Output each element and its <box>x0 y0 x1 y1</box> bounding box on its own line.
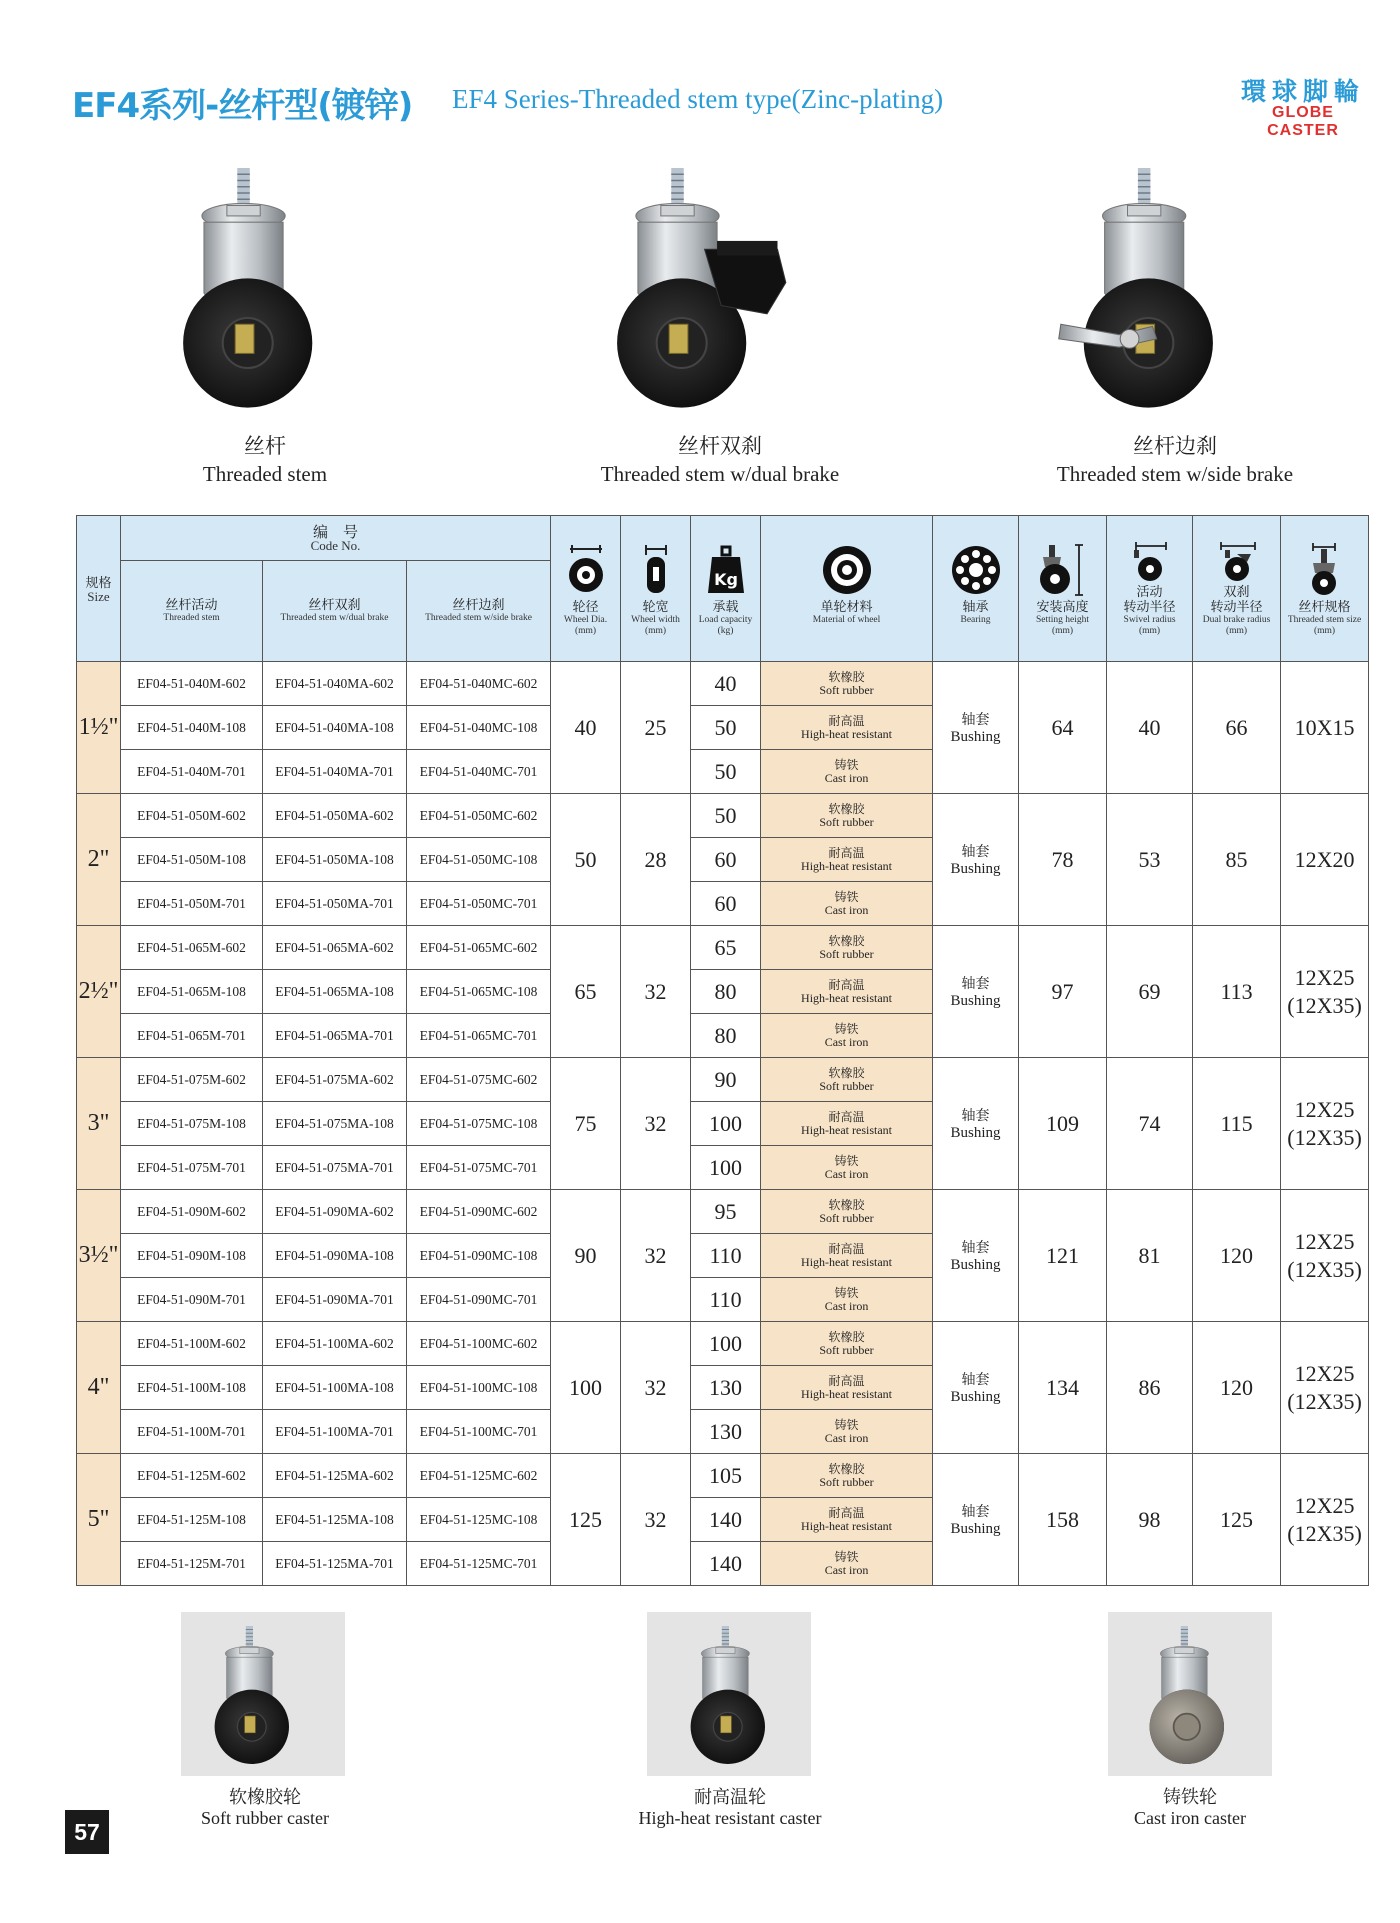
threaded-code-header: 丝杆活动 Threaded stem <box>121 561 263 662</box>
wheel-dia-cell: 100 <box>551 1322 621 1454</box>
wheel-width-cell: 32 <box>621 926 691 1058</box>
wheel-dia-cell: 90 <box>551 1190 621 1322</box>
code-dual-brake: EF04-51-100MA-701 <box>263 1410 407 1454</box>
wheel-width-header: 轮宽 Wheel width (mm) <box>621 516 691 662</box>
swivel-radius-cell: 69 <box>1107 926 1193 1058</box>
caster-dual-brake-image <box>610 168 820 418</box>
bottom-caption-cn: 铸铁轮 <box>1163 1787 1217 1808</box>
caster-threaded-stem-image <box>180 168 330 418</box>
bearing-cell: 轴套 Bushing <box>933 794 1019 926</box>
product-caption-cn: 丝杆双刹 <box>678 434 762 458</box>
code-threaded: EF04-51-075M-602 <box>121 1058 263 1102</box>
stem-size-cell: 12X20 <box>1281 794 1369 926</box>
bottom-caption-cn: 软橡胶轮 <box>229 1787 301 1808</box>
code-dual-brake: EF04-51-075MA-701 <box>263 1146 407 1190</box>
wheel-dia-cell: 40 <box>551 662 621 794</box>
dual-brake-radius-cell: 66 <box>1193 662 1281 794</box>
product-caption <box>1010 432 1340 488</box>
material-header: 单轮材料 Material of wheel <box>761 516 933 662</box>
code-side-brake: EF04-51-040MC-108 <box>407 706 551 750</box>
code-dual-brake: EF04-51-050MA-701 <box>263 882 407 926</box>
product-caption <box>560 432 880 488</box>
code-dual-brake: EF04-51-040MA-602 <box>263 662 407 706</box>
code-side-brake: EF04-51-065MC-108 <box>407 970 551 1014</box>
setting-height-cell: 78 <box>1019 794 1107 926</box>
wheel-dia-cell: 75 <box>551 1058 621 1190</box>
code-side-brake: EF04-51-050MC-602 <box>407 794 551 838</box>
load-cell: 65 <box>691 926 761 970</box>
wheel-dia-cell: 65 <box>551 926 621 1058</box>
soft-rubber-caster-image <box>181 1612 345 1776</box>
code-dual-brake: EF04-51-075MA-602 <box>263 1058 407 1102</box>
load-cell: 50 <box>691 794 761 838</box>
product-caption <box>130 432 400 488</box>
stem-size-cell: 12X25 (12X35) <box>1281 1322 1369 1454</box>
code-threaded: EF04-51-075M-701 <box>121 1146 263 1190</box>
dual-brake-radius-cell: 113 <box>1193 926 1281 1058</box>
bearing-cell: 轴套 Bushing <box>933 1190 1019 1322</box>
code-threaded: EF04-51-090M-602 <box>121 1190 263 1234</box>
code-threaded: EF04-51-090M-701 <box>121 1278 263 1322</box>
swivel-radius-icon <box>1120 542 1180 582</box>
dual-brake-radius-icon <box>1207 542 1267 582</box>
dual-brake-radius-cell: 120 <box>1193 1190 1281 1322</box>
material-cell: 耐高温 High-heat resistant <box>761 838 933 882</box>
wheel-width-cell: 32 <box>621 1454 691 1586</box>
material-cell: 耐高温 High-heat resistant <box>761 970 933 1014</box>
code-dual-brake: EF04-51-050MA-108 <box>263 838 407 882</box>
code-side-brake: EF04-51-050MC-701 <box>407 882 551 926</box>
load-cell: 100 <box>691 1322 761 1366</box>
code-side-brake: EF04-51-065MC-701 <box>407 1014 551 1058</box>
dual-brake-radius-cell: 85 <box>1193 794 1281 926</box>
material-cell: 耐高温 High-heat resistant <box>761 706 933 750</box>
code-threaded: EF04-51-125M-701 <box>121 1542 263 1586</box>
code-dual-brake: EF04-51-040MA-108 <box>263 706 407 750</box>
page-number: 57 <box>65 1810 109 1854</box>
size-cell: 3" <box>77 1058 121 1190</box>
code-dual-brake: EF04-51-100MA-602 <box>263 1322 407 1366</box>
load-cell: 130 <box>691 1410 761 1454</box>
bearing-cell: 轴套 Bushing <box>933 926 1019 1058</box>
spec-table <box>76 515 1369 1586</box>
bearing-cell: 轴套 Bushing <box>933 1058 1019 1190</box>
code-threaded: EF04-51-100M-701 <box>121 1410 263 1454</box>
code-threaded: EF04-51-065M-602 <box>121 926 263 970</box>
code-side-brake: EF04-51-100MC-108 <box>407 1366 551 1410</box>
code-side-brake: EF04-51-125MC-701 <box>407 1542 551 1586</box>
bottom-caption-cn: 耐高温轮 <box>694 1787 766 1808</box>
load-cell: 90 <box>691 1058 761 1102</box>
wheel-dia-header: 轮径 Wheel Dia. (mm) <box>551 516 621 662</box>
load-cell: 100 <box>691 1102 761 1146</box>
code-side-brake: EF04-51-075MC-602 <box>407 1058 551 1102</box>
code-threaded: EF04-51-050M-602 <box>121 794 263 838</box>
code-side-brake: EF04-51-090MC-108 <box>407 1234 551 1278</box>
code-side-brake: EF04-51-100MC-701 <box>407 1410 551 1454</box>
cast-iron-caster-image <box>1108 1612 1272 1776</box>
setting-height-cell: 158 <box>1019 1454 1107 1586</box>
load-cell: 130 <box>691 1366 761 1410</box>
high-heat-caster-image <box>647 1612 811 1776</box>
code-threaded: EF04-51-100M-108 <box>121 1366 263 1410</box>
material-cell: 铸铁 Cast iron <box>761 750 933 794</box>
code-dual-brake: EF04-51-100MA-108 <box>263 1366 407 1410</box>
material-cell: 软橡胶 Soft rubber <box>761 1322 933 1366</box>
wheel-width-cell: 32 <box>621 1322 691 1454</box>
load-cell: 110 <box>691 1234 761 1278</box>
size-cell: 2½" <box>77 926 121 1058</box>
code-side-brake: EF04-51-100MC-602 <box>407 1322 551 1366</box>
code-dual-brake: EF04-51-125MA-701 <box>263 1542 407 1586</box>
code-dual-brake: EF04-51-050MA-602 <box>263 794 407 838</box>
setting-height-cell: 121 <box>1019 1190 1107 1322</box>
material-cell: 软橡胶 Soft rubber <box>761 1454 933 1498</box>
wheel-material-icon <box>820 543 874 597</box>
material-cell: 耐高温 High-heat resistant <box>761 1234 933 1278</box>
swivel-radius-cell: 81 <box>1107 1190 1193 1322</box>
material-cell: 耐高温 High-heat resistant <box>761 1498 933 1542</box>
brand-logo-en: GLOBE CASTER <box>1267 104 1339 139</box>
side-code-header: 丝杆边刹 Threaded stem w/side brake <box>407 561 551 662</box>
code-threaded: EF04-51-100M-602 <box>121 1322 263 1366</box>
swivel-radius-cell: 86 <box>1107 1322 1193 1454</box>
wheel-dia-cell: 50 <box>551 794 621 926</box>
bearing-icon <box>949 543 1003 597</box>
code-side-brake: EF04-51-090MC-701 <box>407 1278 551 1322</box>
page-title-en: EF4 Series-Threaded stem type(Zinc-plating) <box>452 84 944 114</box>
dual-brake-radius-header: 双刹 转动半径 Dual brake radius (mm) <box>1193 516 1281 662</box>
code-threaded: EF04-51-065M-701 <box>121 1014 263 1058</box>
wheel-diameter-icon <box>564 543 608 597</box>
size-cell: 5" <box>77 1454 121 1586</box>
load-cell: 105 <box>691 1454 761 1498</box>
dual-code-header: 丝杆双刹 Threaded stem w/dual brake <box>263 561 407 662</box>
stem-size-cell: 12X25 (12X35) <box>1281 1190 1369 1322</box>
load-cell: 50 <box>691 750 761 794</box>
swivel-radius-cell: 40 <box>1107 662 1193 794</box>
material-cell: 耐高温 High-heat resistant <box>761 1366 933 1410</box>
page-title-cn: EF4系列-丝杆型(镀锌) <box>72 86 413 126</box>
code-threaded: EF04-51-040M-602 <box>121 662 263 706</box>
code-side-brake: EF04-51-040MC-602 <box>407 662 551 706</box>
load-cell: 40 <box>691 662 761 706</box>
dual-brake-radius-cell: 120 <box>1193 1322 1281 1454</box>
dual-brake-radius-cell: 125 <box>1193 1454 1281 1586</box>
load-cell: 140 <box>691 1498 761 1542</box>
code-dual-brake: EF04-51-075MA-108 <box>263 1102 407 1146</box>
material-cell: 铸铁 Cast iron <box>761 1542 933 1586</box>
code-threaded: EF04-51-125M-108 <box>121 1498 263 1542</box>
code-threaded: EF04-51-065M-108 <box>121 970 263 1014</box>
setting-height-header: 安装高度 Setting height (mm) <box>1019 516 1107 662</box>
code-dual-brake: EF04-51-065MA-602 <box>263 926 407 970</box>
load-cell: 140 <box>691 1542 761 1586</box>
code-dual-brake: EF04-51-040MA-701 <box>263 750 407 794</box>
swivel-radius-header: 活动 转动半径 Swivel radius (mm) <box>1107 516 1193 662</box>
kg-label: Kg <box>713 569 738 589</box>
wheel-width-cell: 32 <box>621 1058 691 1190</box>
material-cell: 铸铁 Cast iron <box>761 1014 933 1058</box>
code-threaded: EF04-51-040M-108 <box>121 706 263 750</box>
material-cell: 耐高温 High-heat resistant <box>761 1102 933 1146</box>
caster-side-brake-image <box>1050 168 1230 418</box>
code-threaded: EF04-51-090M-108 <box>121 1234 263 1278</box>
stem-size-cell: 12X25 (12X35) <box>1281 1454 1369 1586</box>
code-header: 编 号 Code No. <box>121 516 551 561</box>
material-cell: 铸铁 Cast iron <box>761 882 933 926</box>
product-caption-en: Threaded stem <box>202 462 328 486</box>
load-cell: 80 <box>691 1014 761 1058</box>
material-cell: 软橡胶 Soft rubber <box>761 926 933 970</box>
dual-brake-radius-cell: 115 <box>1193 1058 1281 1190</box>
code-threaded: EF04-51-050M-108 <box>121 838 263 882</box>
material-cell: 软橡胶 Soft rubber <box>761 1058 933 1102</box>
product-caption-cn: 丝杆边刹 <box>1133 434 1217 458</box>
code-side-brake: EF04-51-075MC-108 <box>407 1102 551 1146</box>
brand-logo-cn: 環球脚輪 <box>1240 77 1365 106</box>
code-side-brake: EF04-51-040MC-701 <box>407 750 551 794</box>
bearing-cell: 轴套 Bushing <box>933 1322 1019 1454</box>
load-cell: 80 <box>691 970 761 1014</box>
load-cell: 50 <box>691 706 761 750</box>
swivel-radius-cell: 74 <box>1107 1058 1193 1190</box>
code-threaded: EF04-51-075M-108 <box>121 1102 263 1146</box>
bottom-caption-en: Soft rubber caster <box>201 1808 329 1828</box>
threaded-stem-size-icon <box>1295 543 1355 597</box>
code-dual-brake: EF04-51-065MA-108 <box>263 970 407 1014</box>
stem-size-cell: 12X25 (12X35) <box>1281 926 1369 1058</box>
load-cell: 60 <box>691 882 761 926</box>
product-caption-en: Threaded stem w/side brake <box>1056 462 1294 486</box>
code-dual-brake: EF04-51-065MA-701 <box>263 1014 407 1058</box>
bearing-header: 轴承 Bearing <box>933 516 1019 662</box>
code-side-brake: EF04-51-065MC-602 <box>407 926 551 970</box>
swivel-radius-cell: 98 <box>1107 1454 1193 1586</box>
code-threaded: EF04-51-050M-701 <box>121 882 263 926</box>
swivel-radius-cell: 53 <box>1107 794 1193 926</box>
product-caption-en: Threaded stem w/dual brake <box>600 462 840 486</box>
material-cell: 铸铁 Cast iron <box>761 1278 933 1322</box>
bottom-caption-en: High-heat resistant caster <box>638 1808 822 1828</box>
material-cell: 软橡胶 Soft rubber <box>761 1190 933 1234</box>
size-cell: 3½" <box>77 1190 121 1322</box>
setting-height-cell: 134 <box>1019 1322 1107 1454</box>
code-threaded: EF04-51-040M-701 <box>121 750 263 794</box>
setting-height-cell: 64 <box>1019 662 1107 794</box>
material-cell: 软橡胶 Soft rubber <box>761 794 933 838</box>
load-cell: 60 <box>691 838 761 882</box>
code-side-brake: EF04-51-075MC-701 <box>407 1146 551 1190</box>
wheel-width-cell: 32 <box>621 1190 691 1322</box>
load-cell: 110 <box>691 1278 761 1322</box>
stem-size-cell: 12X25 (12X35) <box>1281 1058 1369 1190</box>
load-cell: 100 <box>691 1146 761 1190</box>
wheel-dia-cell: 125 <box>551 1454 621 1586</box>
code-dual-brake: EF04-51-090MA-108 <box>263 1234 407 1278</box>
wheel-width-cell: 28 <box>621 794 691 926</box>
material-cell: 软橡胶 Soft rubber <box>761 662 933 706</box>
weight-kg-icon <box>704 543 748 597</box>
size-header: 规格 Size <box>77 516 121 662</box>
setting-height-icon <box>1033 543 1093 597</box>
wheel-width-icon <box>634 543 678 597</box>
size-cell: 4" <box>77 1322 121 1454</box>
stem-size-cell: 10X15 <box>1281 662 1369 794</box>
code-dual-brake: EF04-51-125MA-108 <box>263 1498 407 1542</box>
code-dual-brake: EF04-51-090MA-701 <box>263 1278 407 1322</box>
bearing-cell: 轴套 Bushing <box>933 662 1019 794</box>
product-caption-cn: 丝杆 <box>244 434 286 458</box>
material-cell: 铸铁 Cast iron <box>761 1146 933 1190</box>
code-side-brake: EF04-51-090MC-602 <box>407 1190 551 1234</box>
material-cell: 铸铁 Cast iron <box>761 1410 933 1454</box>
load-cell: 95 <box>691 1190 761 1234</box>
code-side-brake: EF04-51-125MC-108 <box>407 1498 551 1542</box>
code-side-brake: EF04-51-125MC-602 <box>407 1454 551 1498</box>
code-threaded: EF04-51-125M-602 <box>121 1454 263 1498</box>
bottom-caption-en: Cast iron caster <box>1134 1808 1246 1828</box>
setting-height-cell: 97 <box>1019 926 1107 1058</box>
code-dual-brake: EF04-51-090MA-602 <box>263 1190 407 1234</box>
bearing-cell: 轴套 Bushing <box>933 1454 1019 1586</box>
load-header: Kg 承载 Load capacity (kg) <box>691 516 761 662</box>
code-dual-brake: EF04-51-125MA-602 <box>263 1454 407 1498</box>
wheel-width-cell: 25 <box>621 662 691 794</box>
size-cell: 2" <box>77 794 121 926</box>
code-side-brake: EF04-51-050MC-108 <box>407 838 551 882</box>
size-cell: 1½" <box>77 662 121 794</box>
setting-height-cell: 109 <box>1019 1058 1107 1190</box>
stem-size-header: 丝杆规格 Threaded stem size (mm) <box>1281 516 1369 662</box>
